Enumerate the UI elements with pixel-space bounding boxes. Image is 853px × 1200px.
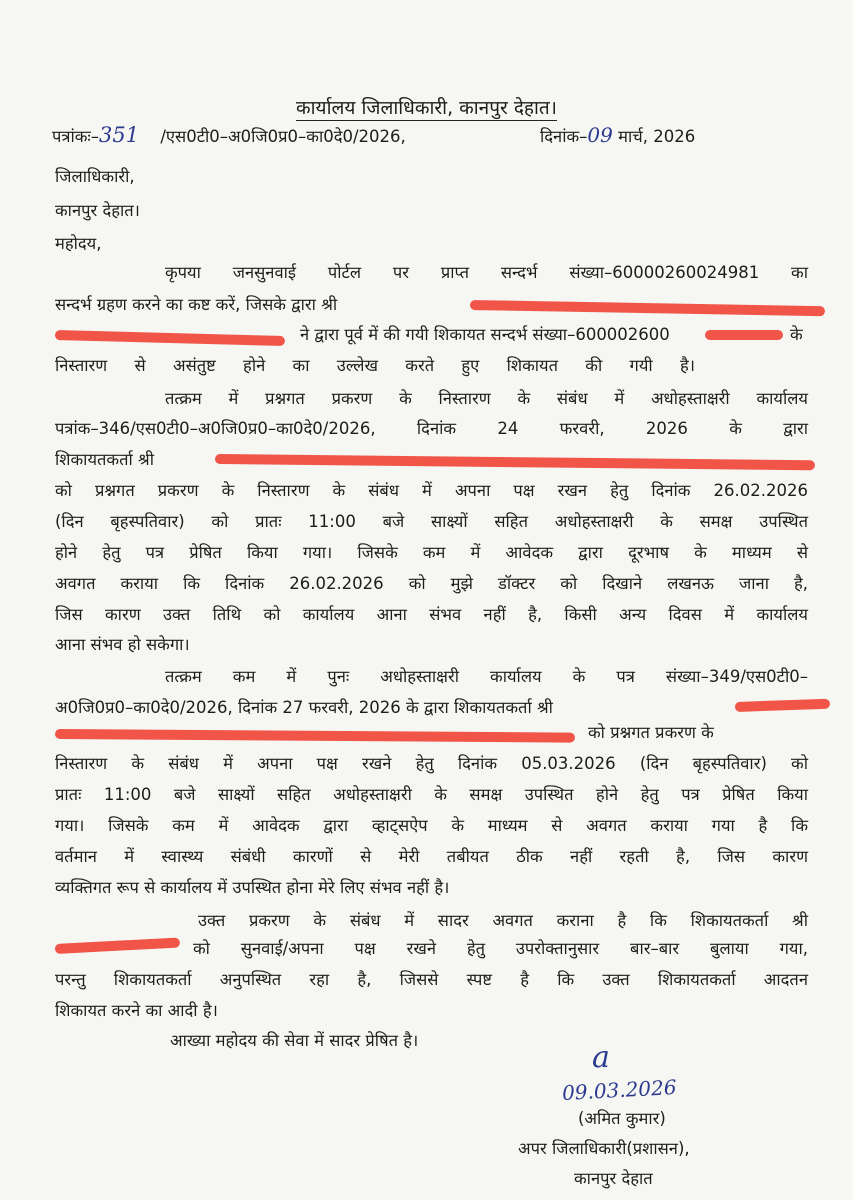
addressee-line2: कानपुर देहात। — [55, 201, 140, 220]
paragraph2-line2: पत्रांक–346/एस0टी0–अ0जि0प्र0–का0दे0/2026, दिनांक 24 फरवरी, 2026 के द्वारा — [55, 419, 808, 438]
paragraph2-line8: जिस कारण उक्त तिथि को कार्यालय आना संभव नहीं है, किसी अन्य दिवस में कार्यालय — [55, 605, 808, 624]
paragraph3-line8: व्यक्तिगत रूप से कार्यालय में उपस्थित होना मेरे लिए संभव नहीं है। — [55, 878, 450, 897]
paragraph1-line1: कृपया जनसुनवाई पोर्टल पर प्राप्त सन्दर्भ संख्या–60000260024981 का — [165, 263, 808, 282]
paragraph4-line4: शिकायत करने का आदी है। — [55, 1001, 218, 1020]
paragraph3-line6: गया। जिसके कम में आवेदक द्वारा व्हाट्सऐप के माध्यम से अवगत कराया गया है कि — [55, 816, 808, 835]
paragraph3-line2: अ0जि0प्र0–का0दे0/2026, दिनांक 27 फरवरी, 2026 के द्वारा शिकायतकर्ता श्री — [55, 698, 553, 717]
addressee-line1: जिलाधिकारी, — [55, 167, 135, 186]
ref-number-handwritten: 351 — [99, 123, 140, 147]
paragraph2-line7: अवगत कराया कि दिनांक 26.02.2026 को मुझे डॉक्टर को दिखाने लखनऊ जाना है, — [55, 574, 808, 593]
paragraph2-line1: तत्क्रम में प्रश्नगत प्रकरण के निस्तारण के संबंध में अधोहस्ताक्षरी कार्यालय — [165, 389, 808, 408]
signatory-designation: अपर जिलाधिकारी(प्रशासन), — [518, 1139, 690, 1158]
office-title — [0, 94, 853, 120]
paragraph2-line4: को प्रश्नगत प्रकरण के निस्तारण के संबंध में अपना पक्ष रखन हेतु दिनांक 26.02.2026 — [55, 481, 808, 500]
closing-line: आख्या महोदय की सेवा में सादर प्रेषित है। — [170, 1031, 419, 1050]
paragraph2-line3: शिकायतकर्ता श्री — [55, 450, 154, 469]
ref-prefix: पत्रांकः– — [52, 127, 100, 146]
paragraph2-line9: आना संभव हो सकेगा। — [55, 635, 190, 654]
paragraph3-line3: को प्रश्नगत प्रकरण के — [588, 723, 714, 742]
paragraph1-line4: निस्तारण से असंतुष्ट होने का उल्लेख करते हुए शिकायत की गयी है। — [55, 356, 695, 375]
redaction-mark — [470, 300, 825, 316]
paragraph3-line4: निस्तारण के संबंध में अपना पक्ष रखने हेतु दिनांक 05.03.2026 (दिन बृहस्पतिवार) को — [55, 754, 808, 773]
office-title-text: कार्यालय जिलाधिकारी, कानपुर देहात। — [296, 97, 557, 119]
signature-date-handwritten: 09.03.2026 — [561, 1075, 678, 1105]
paragraph2-line5: (दिन बृहस्पतिवार) को प्रातः 11:00 बजे साक्ष्यों सहित अधोहस्ताक्षरी के समक्ष उपस्थित — [55, 512, 808, 531]
redaction-mark — [705, 330, 783, 340]
paragraph4-line2: को सुनवाई/अपना पक्ष रखने हेतु उपरोक्तानुसार बार–बार बुलाया गया, — [193, 939, 808, 958]
date-day-handwritten: 09 — [587, 123, 613, 147]
paragraph3-line7: वर्तमान में स्वास्थ्य संबंधी कारणों से मेरी तबीयत ठीक नहीं रहती है, जिस कारण — [55, 847, 808, 866]
redaction-mark — [55, 729, 575, 743]
salutation: महोदय, — [55, 234, 102, 253]
signature-initial: a — [592, 1040, 610, 1075]
ref-suffix: /एस0टी0–अ0जि0प्र0–का0दे0/2026, — [160, 127, 406, 146]
paragraph1-line3-tail: के — [790, 325, 803, 344]
redaction-mark — [215, 454, 815, 470]
date-line — [540, 124, 695, 148]
paragraph4-line1: उक्त प्रकरण के संबंध में सादर अवगत कराना है कि शिकायतकर्ता श्री — [198, 911, 808, 930]
reference-line — [52, 124, 406, 148]
paragraph3-line5: प्रातः 11:00 बजे साक्ष्यों सहित अधोहस्ताक्षरी के समक्ष उपस्थित होने हेतु पत्र प्रेषित किया — [55, 785, 808, 804]
paragraph4-line3: परन्तु शिकायतकर्ता अनुपस्थित रहा है, जिससे स्पष्ट है कि उक्त शिकायतकर्ता आदतन — [55, 970, 808, 989]
redaction-mark — [55, 330, 285, 346]
paragraph2-line6: होने हेतु पत्र प्रेषित किया गया। जिसके कम में आवेदक द्वारा दूरभाष के माध्यम से — [55, 543, 808, 562]
signatory-place: कानपुर देहात — [574, 1169, 653, 1188]
paragraph1-line2: सन्दर्भ ग्रहण करने का कष्ट करें, जिसके द्वारा श्री — [55, 295, 338, 314]
paragraph1-line3: ने द्वारा पूर्व में की गयी शिकायत सन्दर्भ संख्या–600002600 — [300, 325, 670, 344]
signatory-name: (अमित कुमार) — [578, 1109, 666, 1128]
date-rest: मार्च, 2026 — [618, 127, 696, 146]
date-prefix: दिनांक– — [540, 127, 588, 146]
redaction-mark — [735, 699, 830, 712]
redaction-mark — [55, 937, 180, 954]
paragraph3-line1: तत्क्रम कम में पुनः अधोहस्ताक्षरी कार्यालय के पत्र संख्या–349/एस0टी0– — [165, 667, 808, 686]
